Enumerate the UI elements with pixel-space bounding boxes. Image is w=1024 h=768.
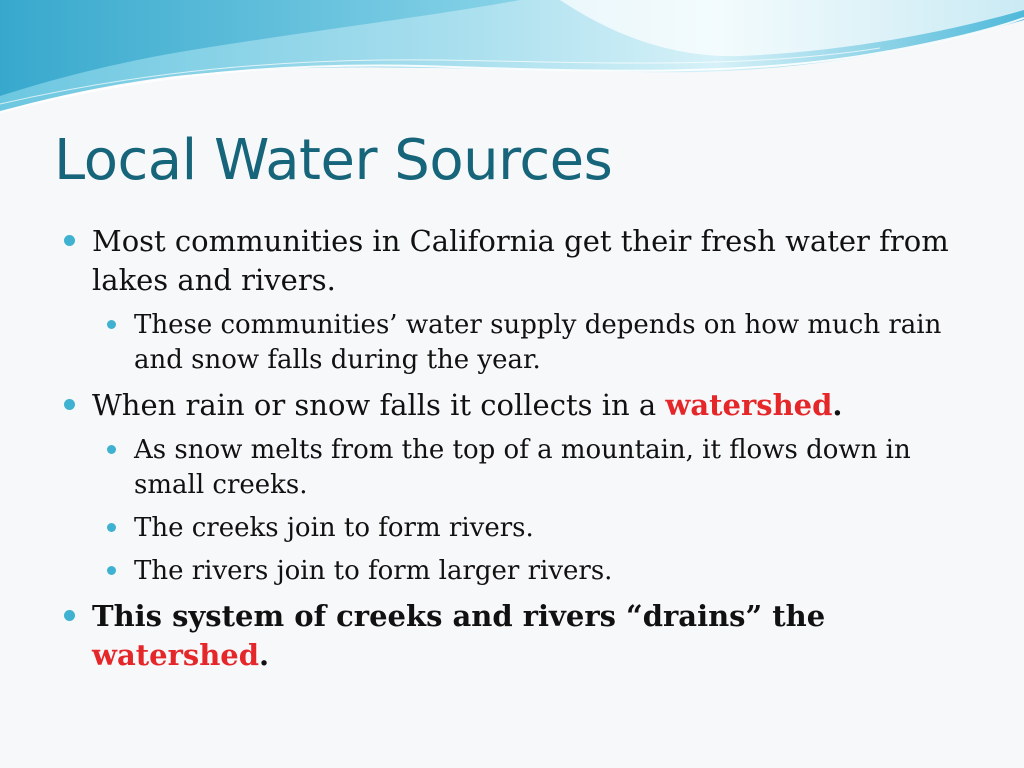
bullet-period: . (832, 388, 843, 422)
subbullet-text: The creeks join to form rivers. (134, 513, 534, 543)
header-wave-decoration (0, 0, 1024, 130)
keyword-watershed: watershed (92, 638, 260, 672)
keyword-watershed: watershed (665, 388, 833, 422)
subbullet-water-supply (104, 308, 982, 378)
bullet-text: This system of creeks and rivers “drains” the (92, 599, 826, 633)
subbullet-text: As snow melts from the top of a mountain, it flows down in small creeks. (134, 435, 911, 500)
slide-body (62, 222, 982, 683)
subbullet-snow-melts (104, 433, 982, 503)
bullet-communities (62, 222, 982, 300)
bullet-system-drains (62, 597, 982, 675)
subbullet-text: The rivers join to form larger rivers. (134, 556, 613, 586)
bullet-text: Most communities in California get their fresh water from lakes and rivers. (92, 224, 949, 297)
bullet-rain-snow (62, 386, 982, 425)
bullet-text: When rain or snow falls it collects in a (92, 388, 666, 422)
bullet-period: . (259, 638, 270, 672)
slide-title: Local Water Sources (54, 128, 613, 193)
subbullet-creeks-join (104, 511, 982, 546)
subbullet-text: These communities’ water supply depends on how much rain and snow falls during the year. (134, 310, 942, 375)
subbullet-rivers-join (104, 554, 982, 589)
